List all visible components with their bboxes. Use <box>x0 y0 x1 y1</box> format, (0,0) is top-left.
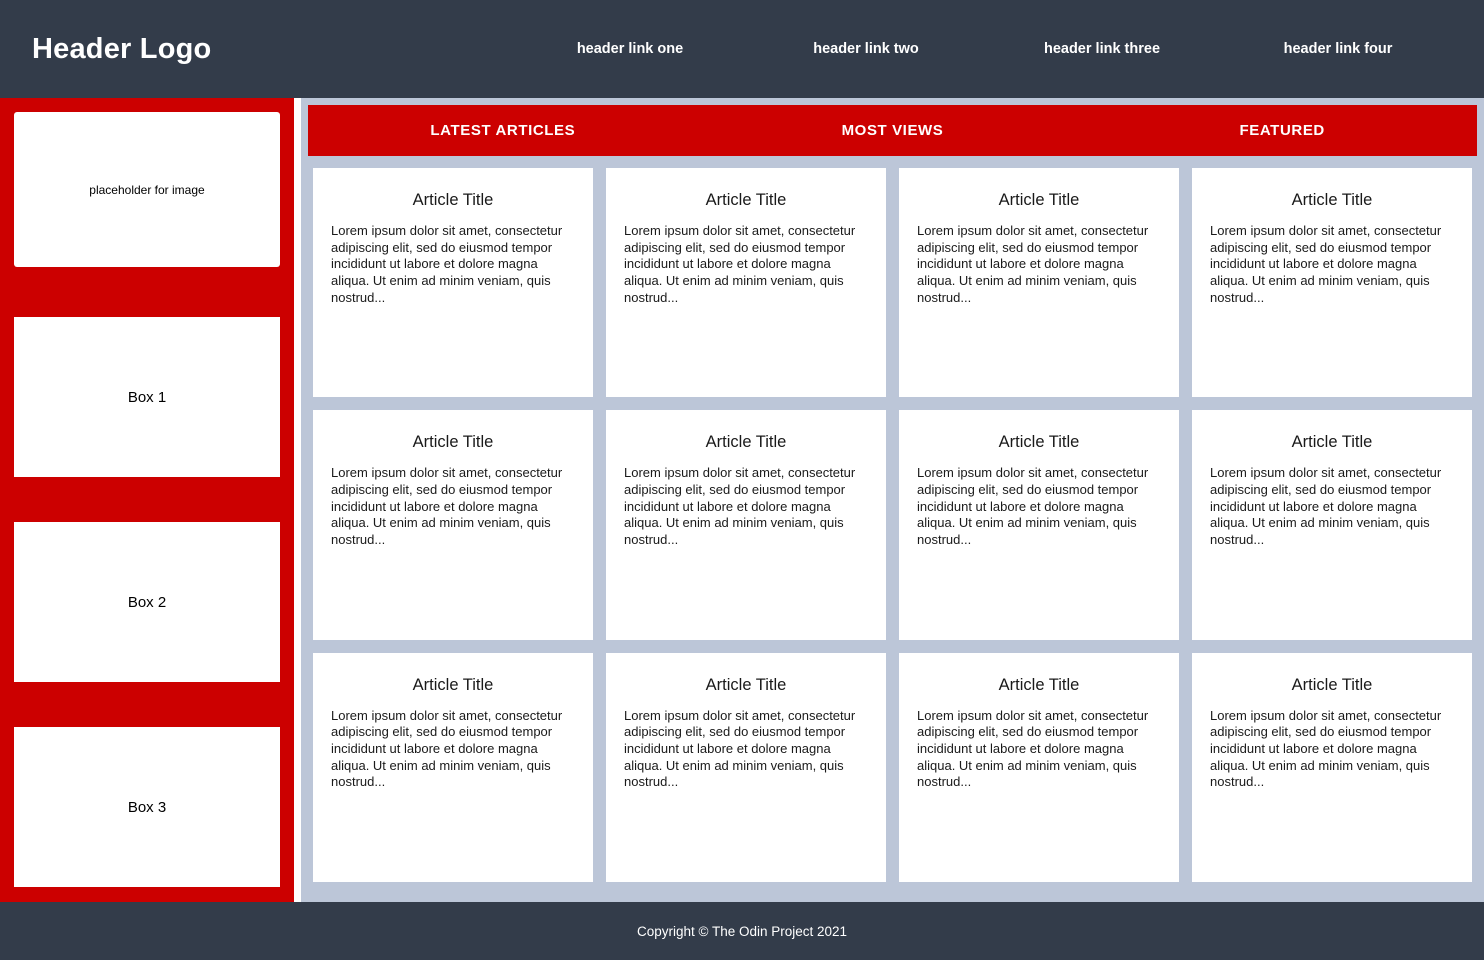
article-card[interactable] <box>606 410 886 639</box>
article-title: Article Title <box>412 191 494 209</box>
article-card[interactable] <box>899 410 1179 639</box>
article-title: Article Title <box>705 675 787 694</box>
article-excerpt: Lorem ipsum dolor sit amet, consectetur adipiscing elit, sed do eiusmod tempor incididunt ut labore et dolore magna aliqua. Ut enim ad minim veniam, quis nostrud... <box>1210 465 1442 547</box>
article-excerpt: Lorem ipsum dolor sit amet, consectetur adipiscing elit, sed do eiusmod tempor incididunt ut labore et dolore magna aliqua. Ut enim ad minim veniam, quis nostrud... <box>1210 223 1442 305</box>
article-excerpt: Lorem ipsum dolor sit amet, consectetur adipiscing elit, sed do eiusmod tempor incididunt ut labore et dolore magna aliqua. Ut enim ad minim veniam, quis nostrud... <box>331 223 563 305</box>
article-card[interactable] <box>606 653 886 882</box>
article-card[interactable] <box>1192 410 1472 639</box>
site-footer <box>0 902 1484 960</box>
article-card-grid <box>301 156 1484 894</box>
header-link-two[interactable]: header link two <box>813 41 919 57</box>
article-excerpt: Lorem ipsum dolor sit amet, consectetur adipiscing elit, sed do eiusmod tempor incididunt ut labore et dolore magna aliqua. Ut enim ad minim veniam, quis nostrud... <box>624 465 856 547</box>
tab-latest-articles[interactable]: LATEST ARTICLES <box>430 122 576 139</box>
article-title: Article Title <box>412 675 494 694</box>
article-excerpt: Lorem ipsum dolor sit amet, consectetur adipiscing elit, sed do eiusmod tempor incididunt ut labore et dolore magna aliqua. Ut enim ad minim veniam, quis nostrud... <box>331 465 563 547</box>
header-link-three[interactable]: header link three <box>1043 41 1161 57</box>
sidebar-box-1-label: Box 1 <box>127 388 167 406</box>
article-card[interactable] <box>313 410 593 639</box>
article-excerpt: Lorem ipsum dolor sit amet, consectetur adipiscing elit, sed do eiusmod tempor incididunt ut labore et dolore magna aliqua. Ut enim ad minim veniam, quis nostrud... <box>917 465 1149 547</box>
article-title: Article Title <box>998 675 1080 694</box>
article-card[interactable] <box>606 168 886 397</box>
article-excerpt: Lorem ipsum dolor sit amet, consectetur adipiscing elit, sed do eiusmod tempor incididunt ut labore et dolore magna aliqua. Ut enim ad minim veniam, quis nostrud... <box>917 707 1149 790</box>
article-card[interactable] <box>313 653 593 882</box>
sidebar-image-placeholder-label: placeholder for image <box>89 182 205 197</box>
article-title: Article Title <box>998 433 1080 452</box>
article-card[interactable] <box>899 653 1179 882</box>
article-title: Article Title <box>1291 675 1373 694</box>
article-excerpt: Lorem ipsum dolor sit amet, consectetur adipiscing elit, sed do eiusmod tempor incididunt ut labore et dolore magna aliqua. Ut enim ad minim veniam, quis nostrud... <box>917 223 1149 305</box>
article-card[interactable] <box>313 168 593 397</box>
article-excerpt: Lorem ipsum dolor sit amet, consectetur adipiscing elit, sed do eiusmod tempor incididunt ut labore et dolore magna aliqua. Ut enim ad minim veniam, quis nostrud... <box>1210 707 1442 790</box>
header-link-four[interactable]: header link four <box>1283 41 1393 57</box>
sidebar-box-1[interactable] <box>14 317 280 477</box>
sidebar-box-2-label: Box 2 <box>127 593 167 611</box>
article-excerpt: Lorem ipsum dolor sit amet, consectetur adipiscing elit, sed do eiusmod tempor incididunt ut labore et dolore magna aliqua. Ut enim ad minim veniam, quis nostrud... <box>624 223 856 305</box>
sidebar-image-placeholder <box>14 112 280 267</box>
article-title: Article Title <box>1291 191 1373 209</box>
header-logo: Header Logo <box>32 32 212 65</box>
article-title: Article Title <box>412 433 494 452</box>
article-title: Article Title <box>998 191 1080 209</box>
article-title: Article Title <box>1291 433 1373 452</box>
article-card[interactable] <box>1192 653 1472 882</box>
footer-copyright: Copyright © The Odin Project 2021 <box>636 923 848 939</box>
article-title: Article Title <box>705 191 787 209</box>
tab-featured[interactable]: FEATURED <box>1239 122 1325 139</box>
article-card[interactable] <box>899 168 1179 397</box>
header-nav <box>211 41 1456 57</box>
header-link-one[interactable]: header link one <box>576 41 684 57</box>
sidebar-box-3[interactable] <box>14 727 280 887</box>
site-header <box>0 0 1484 98</box>
tab-most-views[interactable]: MOST VIEWS <box>841 122 944 139</box>
article-excerpt: Lorem ipsum dolor sit amet, consectetur adipiscing elit, sed do eiusmod tempor incididunt ut labore et dolore magna aliqua. Ut enim ad minim veniam, quis nostrud... <box>624 707 856 790</box>
tab-bar <box>308 105 1477 156</box>
sidebar-box-3-label: Box 3 <box>127 798 167 816</box>
main-content <box>294 98 1484 902</box>
article-excerpt: Lorem ipsum dolor sit amet, consectetur adipiscing elit, sed do eiusmod tempor incididunt ut labore et dolore magna aliqua. Ut enim ad minim veniam, quis nostrud... <box>331 707 563 790</box>
sidebar-box-2[interactable] <box>14 522 280 682</box>
article-title: Article Title <box>705 433 787 452</box>
article-card[interactable] <box>1192 168 1472 397</box>
sidebar <box>0 98 294 902</box>
body-wrapper <box>0 98 1484 902</box>
